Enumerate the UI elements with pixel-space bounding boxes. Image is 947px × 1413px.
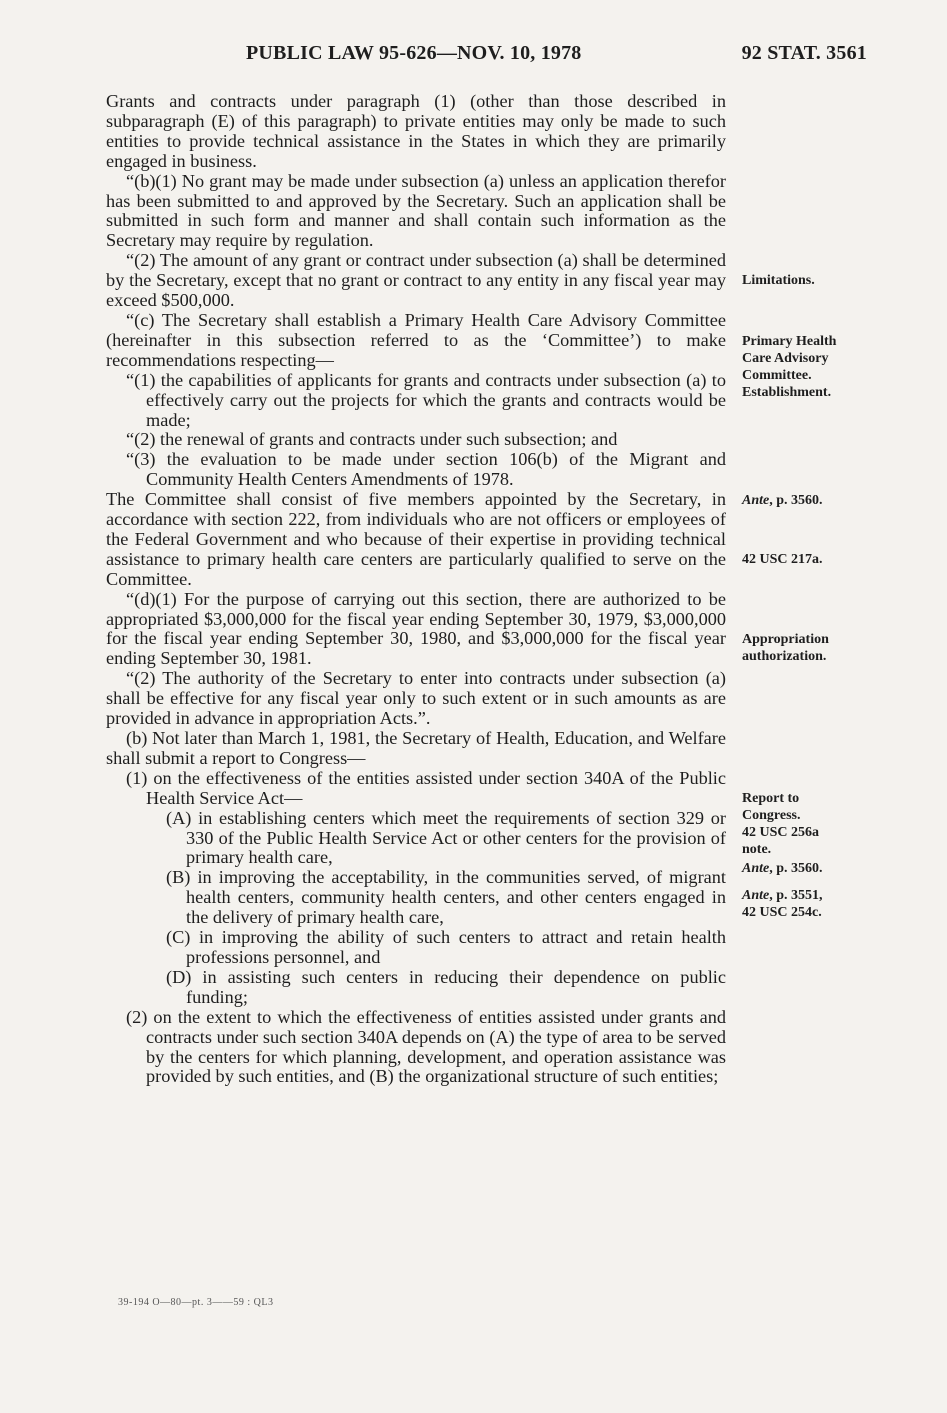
margin-note-line: Appropriation xyxy=(742,632,829,647)
margin-note-line: Committee. xyxy=(742,368,812,383)
margin-note-line: 42 USC 256a xyxy=(742,825,820,840)
paragraph-b1a-establishing-centers: (A) in establishing centers which meet the requirements of section 329 or 330 of the Public Health Service Act or other centers for the provision of primary health care, xyxy=(166,807,726,868)
margin-note-ante: Ante xyxy=(742,493,770,508)
margin-note-line: Report to xyxy=(742,791,800,806)
margin-note-text: Limitations. xyxy=(742,273,815,288)
margin-note-advisory-committee xyxy=(742,333,862,401)
margin-note-limitations xyxy=(742,272,862,289)
paragraph-b1-application: “(b)(1) No grant may be made under subsection (a) unless an application therefor has been submitted to and approved by the Secretary. Such an application shall be submitted in such form and manner and shall contain such information as the Secretary may require by regulation. xyxy=(106,170,726,251)
paragraph-b1d-public-funding: (D) in assisting such centers in reducing their dependence on public funding; xyxy=(166,966,726,1007)
paragraph-d1-appropriation: “(d)(1) For the purpose of carrying out this section, there are authorized to be appropriated $3,000,000 for the fiscal year ending September 30, 1979, $3,000,000 for the fiscal year ending September 30, 1980, and $3,000,000 for the fiscal year ending September 30, 1981. xyxy=(106,588,726,669)
margin-note-line: Primary Health xyxy=(742,334,837,349)
paragraph-c1-capabilities: “(1) the capabilities of applicants for grants and contracts under subsection (a) to effectively carry out the projects for which the grants and contracts would be made; xyxy=(126,369,726,430)
margin-note-ante-3560-second xyxy=(742,860,862,877)
margin-note-ante-3551 xyxy=(742,887,862,921)
margin-note-line: 42 USC 254c. xyxy=(742,905,822,920)
margin-note-ante: Ante xyxy=(742,888,770,903)
paragraph-grants-private-entities: Grants and contracts under paragraph (1) (other than those described in subparagraph (E) of this paragraph) to private entities may only be made to such entities to provide technical assistance in the States in which they are primarily engaged in business. xyxy=(106,91,726,171)
margin-note-line: authorization. xyxy=(742,649,827,664)
page-header xyxy=(246,42,867,72)
margin-note-usc-217a xyxy=(742,551,862,568)
margin-note-text: 42 USC 217a. xyxy=(742,552,823,567)
paragraph-b1c-personnel: (C) in improving the ability of such centers to attract and retain health professions personnel, and xyxy=(166,927,726,967)
paragraph-b1-effectiveness: (1) on the effectiveness of the entities assisted under section 340A of the Public Health Service Act— xyxy=(126,767,726,808)
paragraph-b1b-acceptability: (B) in improving the acceptability, in the communities served, of migrant health centers, community health centers, and other centers engaged in the delivery of primary health care, xyxy=(166,867,726,928)
margin-note-line: Care Advisory xyxy=(742,351,829,366)
paragraph-c2-renewal: “(2) the renewal of grants and contracts under such subsection; and xyxy=(126,429,618,450)
paragraph-b2-limitations: “(2) The amount of any grant or contract under subsection (a) shall be determined by the Secretary, except that no grant or contract to any entity in any fiscal year may exceed $500,000. xyxy=(106,250,726,311)
margin-note-line: Congress. xyxy=(742,808,801,823)
margin-note-page-ref: , p. 3551, xyxy=(769,888,823,903)
margin-note-line: Establishment. xyxy=(742,385,832,400)
paragraph-c-advisory-committee: “(c) The Secretary shall establish a Primary Health Care Advisory Committee (hereinafter in this subsection referred to as the ‘Committee’) to make recommendations respecting— xyxy=(106,309,726,370)
margin-note-appropriation xyxy=(742,631,862,665)
paragraph-d2-contract-authority: “(2) The authority of the Secretary to enter into contracts under subsection (a) shall be effective for any fiscal year only to such extent or in such amounts as are provided in advance in appropriation Acts.”. xyxy=(106,668,726,729)
statute-body xyxy=(106,92,726,1087)
margin-note-page-ref: , p. 3560. xyxy=(769,493,823,508)
margin-note-ante: Ante xyxy=(742,861,770,876)
statutes-page-number: 92 STAT. 3561 xyxy=(741,42,867,64)
paragraph-b-report-to-congress: (b) Not later than March 1, 1981, the Secretary of Health, Education, and Welfare shall submit a report to Congress— xyxy=(106,728,726,768)
paragraph-committee-membership: The Committee shall consist of five members appointed by the Secretary, in accordance with section 222, from individuals who are not officers or employees of the Federal Government and who because of their expertise in providing technical assistance to primary health care centers are particularly qualified to serve on the Committee. xyxy=(106,489,726,589)
printer-imprint: 39-194 O—80—pt. 3——59 : QL3 xyxy=(118,1297,274,1308)
margin-note-line: note. xyxy=(742,842,772,857)
public-law-citation: PUBLIC LAW 95-626—NOV. 10, 1978 xyxy=(246,42,582,64)
margin-note-ante-3560 xyxy=(742,492,862,509)
margin-note-report-to-congress xyxy=(742,790,862,858)
paragraph-b2-extent: (2) on the extent to which the effectiveness of entities assisted under grants and contracts under such section 340A depends on (A) the type of area to be served by the centers for which planning, development, and operation assistance was provided by such entities, and (B) the organizational structure of such entities; xyxy=(126,1006,726,1087)
paragraph-c3-evaluation: “(3) the evaluation to be made under section 106(b) of the Migrant and Community Health Centers Amendments of 1978. xyxy=(126,449,726,490)
margin-note-page-ref: , p. 3560. xyxy=(769,861,823,876)
